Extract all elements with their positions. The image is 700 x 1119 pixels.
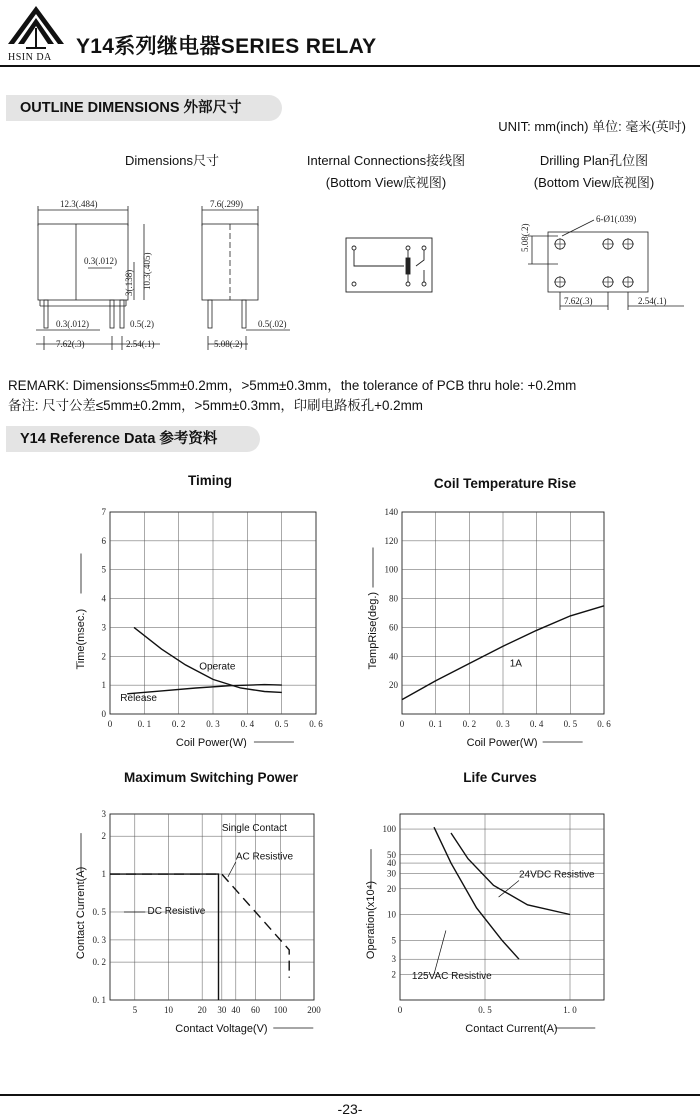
annotation-ac-resistive: AC Resistive [235,851,294,863]
dim-lead-thick-label: 0.3(.012) [56,319,89,329]
y-tick-label: 20 [387,883,396,894]
page-title: Y14系列继电器SERIES RELAY [76,35,377,58]
y-tick-label: 3 [101,809,106,819]
x-tick-label: 0. 6 [597,719,611,729]
dimensions-drawing [0,196,290,362]
x-tick-label: 200 [307,1005,321,1015]
x-tick-label: 0. 6 [309,719,323,729]
dim-height3-label: 3(.138) [124,269,134,296]
drill-pitch254-label: 2.54(.1) [638,296,667,306]
connections-heading: Internal Connections接线图 [306,153,466,168]
dim-pitch762-label: 7.62(.3) [56,339,85,349]
dim-side-pitch-label: 5.08(.2) [214,339,243,349]
series-label-1a: 1A [509,658,522,670]
y-tick-label: 3 [391,954,396,965]
x-tick-label: 1. 0 [563,1005,577,1015]
x-axis-label: Coil Power(W) [175,737,247,748]
series-line-operate [134,627,282,692]
x-tick-label: 20 [197,1005,207,1015]
y-axis-label: Operation(x10⁴) [365,880,377,960]
x-tick-label: 0. 2 [462,719,477,729]
dim-side-lead-label: 0.5(.02) [258,319,287,329]
y-tick-label: 30 [387,868,396,879]
x-tick-label: 0. 1 [428,719,443,729]
chart-temp-title: Coil Temperature Rise [433,476,577,491]
y-tick-label: 100 [384,564,398,575]
remark-en: REMARK: Dimensions≤5mm±0.2mm，>5mm±0.3mm，the tolerance of PCB thru hole: +0.2mm [8,378,577,393]
x-axis-label: Contact Current(A) [465,1023,558,1035]
y-tick-label: 120 [384,535,398,546]
series-label-operate: Operate [199,661,236,673]
series-label-125vac: 125VAC Resistive [411,971,492,983]
y-tick-label: 4 [101,593,106,604]
chart-timing [70,498,340,748]
internal-connections-diagram [344,236,436,296]
chart-life-title: Life Curves [463,770,537,785]
y-tick-label: 10 [387,909,396,920]
x-tick-label: 10 [163,1005,173,1015]
annotation-dc-resistive: DC Resistive [147,906,206,918]
x-tick-label: 0. 2 [171,719,186,729]
x-tick-label: 0. 5 [478,1005,492,1015]
dim-height10-label: 10.3(.405) [142,252,152,290]
drill-pitch762-label: 7.62(.3) [564,296,593,306]
x-tick-label: 0. 3 [496,719,510,729]
dimensions-heading: Dimensions尺寸 [125,153,219,168]
x-tick-label: 0. 5 [274,719,289,729]
annotation-ac-pointer [228,862,236,877]
remark-cn: 备注: 尺寸公差≤5mm±0.2mm，>5mm±0.3mm，印刷电路板孔+0.2mm [8,398,423,413]
section-outline-title: OUTLINE DIMENSIONS 外部尺寸 [6,95,282,121]
y-tick-label: 2 [391,969,396,980]
connections-subheading: (Bottom View底视图) [325,175,447,190]
y-tick-label: 0. 1 [92,995,106,1005]
y-tick-label: 100 [382,824,396,835]
y-tick-label: 1 [101,869,106,880]
y-tick-label: 80 [389,593,398,604]
y-axis-label: TempRise(deg.) [367,591,379,670]
series-label-24vdc: 24VDC Resistive [519,869,595,881]
y-tick-label: 140 [384,507,398,517]
section-reference-title: Y14 Reference Data 参考资料 [6,426,260,452]
x-tick-label: 60 [251,1005,261,1015]
y-axis-label: Contact Current(A) [75,866,87,960]
page-number: -23- [337,1101,363,1117]
y-tick-label: 6 [101,535,106,546]
x-tick-label: 0. 4 [529,719,544,729]
chart-temp-rise [360,498,630,748]
drill-holes-label: 6-Ø1(.039) [596,214,637,224]
x-tick-label: 0 [399,719,405,729]
dim-pitch254-label: 2.54(.1) [126,339,155,349]
y-tick-label: 0. 2 [92,957,106,968]
y-tick-label: 3 [101,622,106,633]
dim-pin-width-label: 0.3(.012) [84,256,117,266]
y-tick-label: 0 [101,709,106,719]
dim-lead-gap-label: 0.5(.2) [130,319,154,329]
y-tick-label: 1 [101,680,106,691]
y-tick-label: 40 [387,858,396,869]
y-tick-label: 2 [101,831,106,842]
plot-frame [110,814,314,1000]
x-tick-label: 5 [132,1005,138,1015]
x-tick-label: 0. 1 [137,719,152,729]
y-tick-label: 50 [387,849,396,860]
dim-depth-label: 7.6(.299) [210,199,243,209]
x-tick-label: 0. 5 [563,719,578,729]
y-tick-label: 2 [101,651,106,662]
drill-vert-label: 5.08(.2) [520,223,530,252]
y-tick-label: 5 [391,935,396,946]
chart-switching-power [70,800,340,1045]
drilling-subheading: (Bottom View底视图) [533,175,655,190]
x-tick-label: 0. 4 [240,719,255,729]
x-tick-label: 0 [397,1005,403,1015]
annotation-single-contact: Single Contact [221,822,287,834]
y-axis-label: Time(msec.) [75,608,87,670]
x-tick-label: 100 [273,1005,288,1015]
x-axis-label: Coil Power(W) [466,737,538,748]
title-divider [0,65,700,67]
y-tick-label: 20 [389,680,398,691]
dim-width-label: 12.3(.484) [60,199,98,209]
y-tick-label: 0. 5 [92,906,106,917]
y-tick-label: 5 [101,564,106,575]
series-pointer-125vac [434,931,446,975]
drilling-heading: Drilling Plan孔位图 [539,153,649,168]
y-tick-label: 0. 3 [92,934,106,945]
x-tick-label: 0. 3 [206,719,220,729]
brand-name: HSIN DA [8,52,52,63]
chart-switching-title: Maximum Switching Power [123,770,299,785]
unit-label: UNIT: mm(inch) 单位: 毫米(英吋) [498,119,686,134]
y-tick-label: 7 [101,507,106,517]
chart-life-curves [360,800,630,1045]
series-label-release: Release [120,693,158,705]
x-tick-label: 40 [231,1005,241,1015]
x-axis-label: Contact Voltage(V) [175,1023,268,1035]
drilling-plan-diagram [514,206,694,316]
y-tick-label: 40 [389,651,398,662]
y-tick-label: 60 [389,622,398,633]
chart-timing-title: Timing [187,473,232,488]
footer-divider [0,1094,700,1096]
x-tick-label: 0 [107,719,113,729]
x-tick-label: 30 [217,1005,227,1015]
